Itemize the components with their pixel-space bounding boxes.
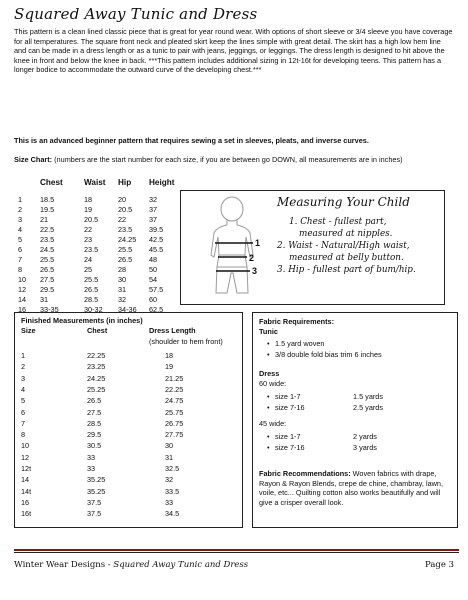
finished-cell-size: 6 <box>21 407 26 417</box>
size-chart-cell-waist: 18 <box>84 195 93 204</box>
size-chart-cell-height: 45.5 <box>149 245 164 254</box>
finished-row <box>15 453 244 463</box>
finished-cell-size: 5 <box>21 396 26 406</box>
size-chart-cell-height: 42.5 <box>149 235 164 244</box>
size-chart-cell-hip: 20.5 <box>118 205 133 214</box>
size-chart-cell-waist: 22 <box>84 225 93 234</box>
finished-cell-size: 12t <box>21 464 32 473</box>
size-chart-label: Size Chart: <box>14 155 53 164</box>
skill-level-note: This is an advanced beginner pattern that requires sewing a set in sleeves, pleats, and inverse curves. <box>14 136 369 145</box>
size-chart-cell-size: 6 <box>18 245 23 254</box>
fabric-recommendations-text: Woven fabrics with drape, Rayon & Rayon Blends, crepe de chine, chambray, lawn, voile, etc... Quilting cotton also works beautifully and will give a crisper overall look. <box>259 469 444 507</box>
size-chart-cell-waist: 19 <box>84 205 93 214</box>
finished-row <box>15 475 244 485</box>
size-chart-cell-height: 32 <box>149 195 158 204</box>
size-chart-cell-size: 12 <box>18 285 27 294</box>
finished-cell-chest: 37.5 <box>87 497 102 507</box>
dress-label: Dress <box>259 369 280 378</box>
hip-marker-number: 3 <box>252 266 258 276</box>
measuring-your-child-panel <box>180 190 445 305</box>
size-chart-description: (numbers are the start number for each size, if you are between go DOWN, all measurements are in inches) <box>52 155 403 164</box>
size-chart-cell-hip: 20 <box>118 195 127 204</box>
size-chart-cell-chest: 25.5 <box>40 255 55 264</box>
size-chart-cell-waist: 24 <box>84 255 93 264</box>
measuring-line-waist: 2. Waist - Natural/High waist, <box>277 241 410 251</box>
finished-cell-size: 16 <box>21 497 30 507</box>
size-chart-cell-chest: 21 <box>40 215 49 224</box>
size-chart-cell-hip: 31 <box>118 285 127 294</box>
finished-header-chest: Chest <box>87 326 108 335</box>
size-chart-cell-size: 14 <box>18 295 27 304</box>
finished-cell-chest: 26.5 <box>87 396 102 406</box>
finished-cell-dress-length: 24.75 <box>165 396 184 406</box>
measuring-instructions <box>277 216 442 276</box>
finished-cell-chest: 29.5 <box>87 430 102 440</box>
tunic-fabric-item: • 1.5 yard woven <box>275 339 325 348</box>
size-chart-cell-height: 60 <box>149 295 158 304</box>
measuring-line-hip: 3. Hip - fullest part of bum/hip. <box>277 265 416 275</box>
finished-cell-size: 16t <box>21 509 32 519</box>
size-chart-cell-chest: 19.5 <box>40 205 55 214</box>
size-chart-cell-hip: 28 <box>118 265 127 274</box>
finished-row <box>15 351 244 361</box>
size-chart-cell-waist: 23.5 <box>84 245 99 254</box>
size-chart-cell-size: 7 <box>18 255 23 264</box>
finished-row <box>15 419 244 429</box>
size-chart-cell-hip: 22 <box>118 215 127 224</box>
finished-header-dress-length-note: (shoulder to hem front) <box>149 337 223 346</box>
size-chart-cell-hip: 30 <box>118 275 127 284</box>
finished-row <box>15 487 244 497</box>
size-chart-cell-height: 37 <box>149 215 158 224</box>
waist-marker-number: 2 <box>249 253 255 263</box>
finished-cell-chest: 33 <box>87 464 96 473</box>
size-chart-cell-chest: 23.5 <box>40 235 55 244</box>
fabric-recommendations-label: Fabric Recommendations: <box>259 469 351 478</box>
fabric-recommendations <box>259 469 455 507</box>
finished-cell-dress-length: 22.25 <box>165 384 184 394</box>
finished-cell-size: 10 <box>21 441 30 451</box>
finished-cell-dress-length: 26.75 <box>165 418 184 428</box>
finished-cell-size: 3 <box>21 373 26 383</box>
finished-cell-size: 14t <box>21 486 32 496</box>
finished-cell-size: 2 <box>21 362 26 372</box>
finished-cell-dress-length: 33 <box>165 497 174 507</box>
finished-measurements-panel <box>14 312 243 528</box>
size-chart-header-height: Height <box>149 178 175 187</box>
fabric-45-size-range: • size 7-16 <box>275 443 305 452</box>
finished-row <box>15 385 244 395</box>
size-chart-cell-height: 50 <box>149 265 158 274</box>
size-chart-cell-size: 10 <box>18 275 27 284</box>
size-chart-cell-size: 8 <box>18 265 23 274</box>
finished-cell-dress-length: 18 <box>165 351 174 360</box>
fabric-requirements-panel <box>252 312 458 528</box>
size-chart-cell-size: 4 <box>18 225 23 234</box>
size-chart-cell-height: 57.5 <box>149 285 164 294</box>
fabric-60-wide-label: 60 wide: <box>259 379 287 388</box>
size-chart-cell-hip: 25.5 <box>118 245 133 254</box>
size-chart-cell-hip: 34-36 <box>118 305 137 314</box>
size-chart-cell-height: 62.5 <box>149 305 164 314</box>
measuring-line-chest: 1. Chest - fullest part, <box>289 217 387 227</box>
finished-cell-chest: 25.25 <box>87 384 106 394</box>
finished-row <box>15 498 244 508</box>
page-title: Squared Away Tunic and Dress <box>14 5 258 23</box>
footer-rule-black <box>14 552 459 553</box>
finished-cell-chest: 27.5 <box>87 407 102 417</box>
finished-cell-dress-length: 25.75 <box>165 407 184 417</box>
finished-row <box>15 374 244 384</box>
size-chart-cell-waist: 30-32 <box>84 305 103 314</box>
finished-cell-size: 1 <box>21 351 26 360</box>
size-chart-note <box>14 155 454 165</box>
footer-designer <box>14 560 248 570</box>
finished-cell-size: 4 <box>21 384 26 394</box>
measuring-title: Measuring Your Child <box>277 195 410 209</box>
fabric-45-wide-label: 45 wide: <box>259 419 287 428</box>
tunic-label: Tunic <box>259 327 278 336</box>
finished-row <box>15 396 244 406</box>
size-chart-cell-chest: 22.5 <box>40 225 55 234</box>
size-chart-cell-chest: 29.5 <box>40 285 55 294</box>
finished-cell-chest: 35.25 <box>87 486 106 496</box>
finished-row <box>15 509 244 519</box>
size-chart-cell-height: 54 <box>149 275 158 284</box>
finished-row <box>15 408 244 418</box>
finished-header-dress-length: Dress Length <box>149 326 196 335</box>
size-chart-cell-hip: 23.5 <box>118 225 133 234</box>
measuring-line-chest-detail: measured at nipples. <box>299 229 393 239</box>
size-chart-header-waist: Waist <box>84 178 106 187</box>
size-chart-cell-waist: 23 <box>84 235 93 244</box>
size-chart-cell-hip: 26.5 <box>118 255 133 264</box>
fabric-45-yardage: 3 yards <box>353 443 377 452</box>
size-chart-cell-waist: 26.5 <box>84 285 99 294</box>
size-chart-cell-waist: 25.5 <box>84 275 99 284</box>
finished-cell-chest: 23.25 <box>87 362 106 372</box>
finished-cell-chest: 33 <box>87 452 96 462</box>
fabric-60-size-range: • size 7-16 <box>275 403 305 412</box>
size-chart-cell-size: 1 <box>18 195 23 204</box>
finished-cell-dress-length: 32 <box>165 475 174 485</box>
finished-cell-dress-length: 30 <box>165 441 174 451</box>
size-chart-cell-height: 37 <box>149 205 158 214</box>
child-outline-illustration <box>187 195 277 303</box>
size-chart-cell-size: 2 <box>18 205 23 214</box>
fabric-60-size-range: • size 1-7 <box>275 392 301 401</box>
size-chart-header-chest: Chest <box>40 178 63 187</box>
finished-cell-dress-length: 34.5 <box>165 509 180 519</box>
finished-cell-dress-length: 21.25 <box>165 373 184 383</box>
finished-cell-chest: 37.5 <box>87 509 102 519</box>
finished-row <box>15 430 244 440</box>
size-chart-cell-size: 5 <box>18 235 23 244</box>
size-chart-cell-height: 39.5 <box>149 225 164 234</box>
finished-cell-chest: 35.25 <box>87 475 106 485</box>
size-chart-cell-waist: 28.5 <box>84 295 99 304</box>
finished-cell-chest: 24.25 <box>87 373 106 383</box>
finished-cell-size: 8 <box>21 430 26 440</box>
size-chart-cell-chest: 31 <box>40 295 49 304</box>
size-chart-cell-waist: 20.5 <box>84 215 99 224</box>
intro-paragraph: This pattern is a clean lined classic piece that is great for year round wear. With options of short sleeve or 3/4 sleeve you have coverage for all temperatures. The square front neck and pleated skirt keep the lines simple with great detail. The skirt has a high low hem line and can be made in a dress length or as a tunic to pair with jeans, jeggings, or leggings. The dress length is designed to hit above the knee in front and below the knee in back. ***This pattern includes additional sizing in 12t-16t for developing teens. This pattern has a longer bodice to accommodate the outward curve of the developing chest.*** <box>14 27 453 75</box>
size-chart-cell-chest: 33-35 <box>40 305 59 314</box>
finished-cell-dress-length: 31 <box>165 452 174 462</box>
finished-cell-size: 12 <box>21 452 30 462</box>
fabric-45-size-range: • size 1-7 <box>275 432 301 441</box>
finished-row <box>15 362 244 372</box>
finished-cell-size: 14 <box>21 475 30 485</box>
fabric-requirements-title: Fabric Requirements: <box>259 317 335 326</box>
finished-cell-dress-length: 19 <box>165 362 174 372</box>
finished-cell-chest: 22.25 <box>87 351 106 360</box>
fabric-45-yardage: 2 yards <box>353 432 377 441</box>
size-chart-cell-chest: 18.5 <box>40 195 55 204</box>
footer-rule-red <box>14 549 459 551</box>
size-chart-cell-size: 3 <box>18 215 23 224</box>
finished-cell-dress-length: 32.5 <box>165 464 180 473</box>
footer-brand: Winter Wear Designs - <box>14 560 114 570</box>
finished-row <box>15 441 244 451</box>
fabric-60-yardage: 1.5 yards <box>353 392 384 401</box>
finished-cell-chest: 30.5 <box>87 441 102 451</box>
fabric-60-yardage: 2.5 yards <box>353 403 384 412</box>
size-chart-cell-hip: 32 <box>118 295 127 304</box>
finished-cell-dress-length: 33.5 <box>165 486 180 496</box>
size-chart-cell-chest: 27.5 <box>40 275 55 284</box>
page-number: Page 3 <box>425 560 454 570</box>
finished-cell-size: 7 <box>21 418 26 428</box>
chest-marker-number: 1 <box>255 238 261 248</box>
tunic-fabric-item: • 3/8 double fold bias trim 6 inches <box>275 350 382 359</box>
size-chart-cell-height: 48 <box>149 255 158 264</box>
finished-cell-dress-length: 27.75 <box>165 430 184 440</box>
size-chart-cell-waist: 25 <box>84 265 93 274</box>
finished-measurements-title: Finished Measurements (in inches) <box>21 316 143 325</box>
size-chart-cell-hip: 24.25 <box>118 235 137 244</box>
size-chart-cell-chest: 24.5 <box>40 245 55 254</box>
finished-header-size: Size <box>21 326 36 335</box>
measuring-line-waist-detail: measured at belly button. <box>289 253 404 263</box>
finished-row <box>15 464 244 474</box>
size-chart-header-hip: Hip <box>118 178 132 187</box>
size-chart-cell-chest: 26.5 <box>40 265 55 274</box>
footer-pattern-name: Squared Away Tunic and Dress <box>113 560 249 570</box>
finished-cell-chest: 28.5 <box>87 418 102 428</box>
size-chart-cell-size: 16 <box>18 305 27 314</box>
